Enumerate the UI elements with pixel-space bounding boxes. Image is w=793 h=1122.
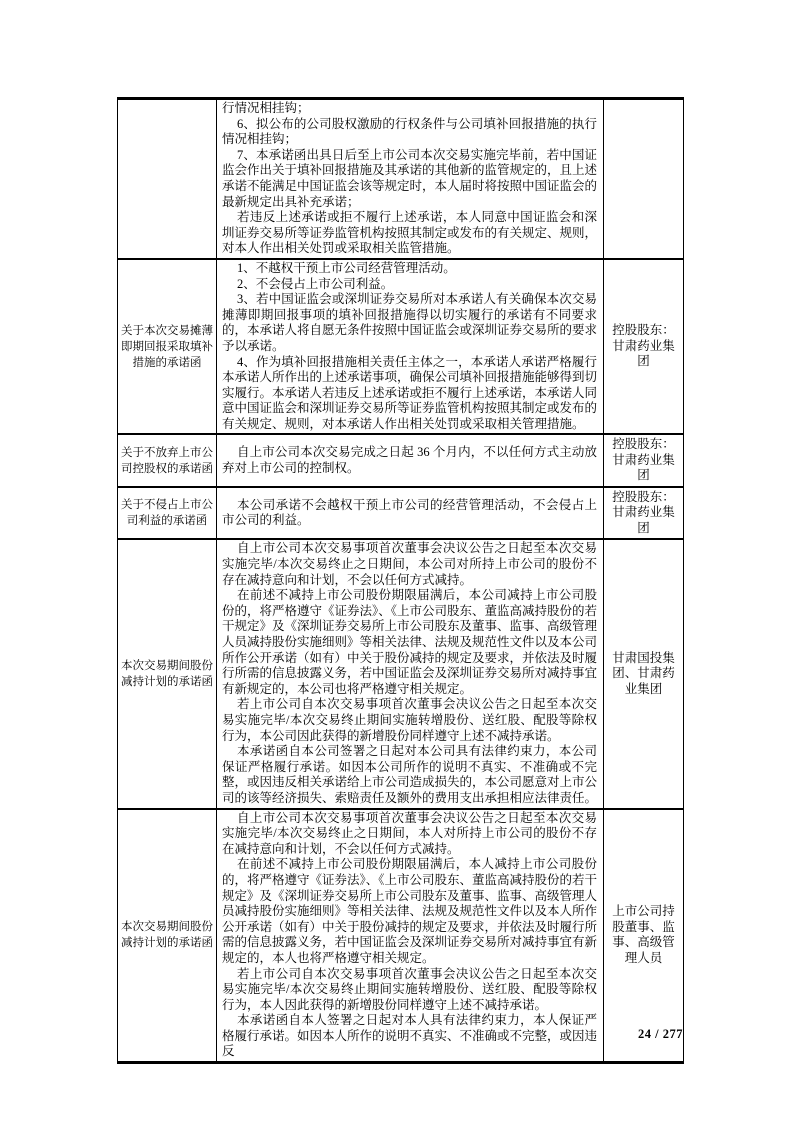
commitment-paragraph: 在前述不减持上市公司股份期限届满后，本人减持上市公司股份的，将严格遵守《证券法》、《上市公司股东、董监高减持股份的若干规定》及《深圳证券交易所上市公司股东及董事、监事、高级管理人员减持股份实施细则》等相关法律、法规及规范性文件以及本人所作公开承诺（如有）中关于股份减持的规定及要求，并依法及时履行所需的信息披露义务，若中国证监会及深圳证券交易所对减持事宜有新规定的，本人也将严格遵守相关规定。 bbox=[222, 857, 598, 965]
commitment-row bbox=[118, 99, 684, 259]
commitment-party-cell bbox=[604, 99, 684, 259]
commitment-paragraph: 7、本承诺函出具日后至上市公司本次交易实施完毕前，若中国证监会作出关于填补回报措施及其承诺的其他新的监管规定的，且上述承诺不能满足中国证监会该等规定时，本人届时将按照中国证监会的最新规定出具补充承诺； bbox=[222, 147, 598, 209]
commitment-paragraph: 本承诺函自本公司签署之日起对本公司具有法律约束力，本公司保证严格履行承诺。如因本公司所作的说明不真实、不准确或不完整，或因违反相关承诺给上市公司造成损失的，本公司愿意对上市公司的该等经济损失、索赔责任及额外的费用支出承担相应法律责任。 bbox=[222, 744, 598, 805]
commitment-title-cell: 本次交易期间股份减持计划的承诺函 bbox=[118, 539, 217, 808]
commitment-paragraph: 2、不会侵占上市公司利益。 bbox=[237, 276, 394, 291]
commitment-paragraph: 1、不越权干预上市公司经营管理活动。 bbox=[237, 260, 456, 275]
commitment-content-cell bbox=[217, 259, 604, 435]
commitment-title-cell: 本次交易期间股份减持计划的承诺函 bbox=[118, 809, 217, 1063]
commitment-paragraph: 自上市公司本次交易事项首次董事会决议公告之日起至本次交易实施完毕/本次交易终止之日期间，本公司对所持上市公司的股份不存在减持意向和计划，不会以任何方式减持。 bbox=[222, 541, 597, 587]
commitment-paragraph: 在前述不减持上市公司股份期限届满后，本公司减持上市公司股份的，将严格遵守《证券法》、《上市公司股东、董监高减持股份的若干规定》及《深圳证券交易所上市公司股东及董事、监事、高级管理人员减持股份实施细则》等相关法律、法规及规范性文件以及本公司所作公开承诺（如有）中关于股份减持的规定及要求，并依法及时履行所需的信息披露义务，若中国证监会及深圳证券交易所对减持事宜有新规定的，本公司也将严格遵守相关规定。 bbox=[222, 588, 598, 696]
commitment-title-cell: 关于不侵占上市公司利益的承诺函 bbox=[118, 487, 217, 540]
page-number: 24 / 277 bbox=[638, 1027, 683, 1041]
commitment-paragraph: 自上市公司本次交易事项首次董事会决议公告之日起至本次交易实施完毕/本次交易终止之日期间，本人对所持上市公司的股份不存在减持意向和计划，不会以任何方式减持。 bbox=[222, 810, 597, 856]
commitment-row bbox=[118, 809, 684, 1063]
commitment-title-cell bbox=[118, 99, 217, 259]
commitments-table bbox=[117, 97, 684, 1064]
commitment-paragraph: 3、若中国证监会或深圳证券交易所对本承诺人有关确保本次交易摊薄即期回报事项的填补回报措施得以切实履行的承诺有不同要求的，本承诺人将自愿无条件按照中国证监会或深圳证券交易所的要求予以承诺。 bbox=[222, 292, 598, 353]
commitment-title-cell: 关于本次交易摊薄即期回报采取填补措施的承诺函 bbox=[118, 259, 217, 435]
commitment-paragraph: 若上市公司自本次交易事项首次董事会决议公告之日起至本次交易实施完毕/本次交易终止期间实施转增股份、送红股、配股等除权行为，本人因此获得的新增股份同样遵守上述不减持承诺。 bbox=[222, 966, 597, 1012]
commitment-content-cell bbox=[217, 539, 604, 808]
commitment-content-cell bbox=[217, 434, 604, 487]
commitment-party-cell: 控股股东：甘肃药业集团 bbox=[604, 487, 684, 540]
commitment-paragraph: 本承诺函自本人签署之日起对本人具有法律约束力，本人保证严格履行承诺。如因本人所作的说明不真实、不准确或不完整，或因违反 bbox=[222, 1013, 598, 1059]
commitment-paragraph: 6、拟公布的公司股权激励的行权条件与公司填补回报措施的执行情况相挂钩； bbox=[222, 116, 597, 147]
commitment-paragraph: 4、作为填补回报措施相关责任主体之一，本承诺人承诺严格履行本承诺人所作出的上述承诺事项，确保公司填补回报措施能够得到切实履行。本承诺人若违反上述承诺或拒不履行上述承诺，本承诺人同意中国证监会和深圳证券交易所等证券监管机构按照其制定或发布的有关规定、规则，对本承诺人作出相关处罚或采取相关管理措施。 bbox=[222, 354, 598, 431]
commitment-paragraph: 若上市公司自本次交易事项首次董事会决议公告之日起至本次交易实施完毕/本次交易终止期间实施转增股份、送红股、配股等除权行为，本公司因此获得的新增股份同样遵守上述不减持承诺。 bbox=[222, 697, 597, 743]
commitment-row bbox=[118, 259, 684, 435]
commitment-paragraph: 本公司承诺不会越权干预上市公司的经营管理活动，不会侵占上市公司的利益。 bbox=[222, 497, 597, 528]
commitment-paragraph: 行情况相挂钩； bbox=[222, 101, 310, 115]
commitment-title-cell: 关于不放弃上市公司控股权的承诺函 bbox=[118, 434, 217, 487]
commitments-table-body bbox=[118, 99, 684, 1063]
commitment-party-cell: 甘肃国投集团、甘肃药业集团 bbox=[604, 539, 684, 808]
commitment-content-cell bbox=[217, 99, 604, 259]
commitment-party-cell: 上市公司持股董事、监事、高级管理人员 bbox=[604, 809, 684, 1063]
commitment-row bbox=[118, 487, 684, 540]
commitment-content-cell bbox=[217, 487, 604, 540]
commitment-row bbox=[118, 539, 684, 808]
commitment-row bbox=[118, 434, 684, 487]
commitment-paragraph: 若违反上述承诺或拒不履行上述承诺，本人同意中国证监会和深圳证券交易所等证券监管机构按照其制定或发布的有关规定、规则，对本人作出相关处罚或采取相关监管措施。 bbox=[222, 210, 598, 256]
commitment-party-cell: 控股股东：甘肃药业集团 bbox=[604, 259, 684, 435]
commitment-content-cell bbox=[217, 809, 604, 1063]
commitment-party-cell: 控股股东：甘肃药业集团 bbox=[604, 434, 684, 487]
commitment-paragraph: 自上市公司本次交易完成之日起 36 个月内，不以任何方式主动放弃对上市公司的控制权。 bbox=[222, 445, 597, 475]
